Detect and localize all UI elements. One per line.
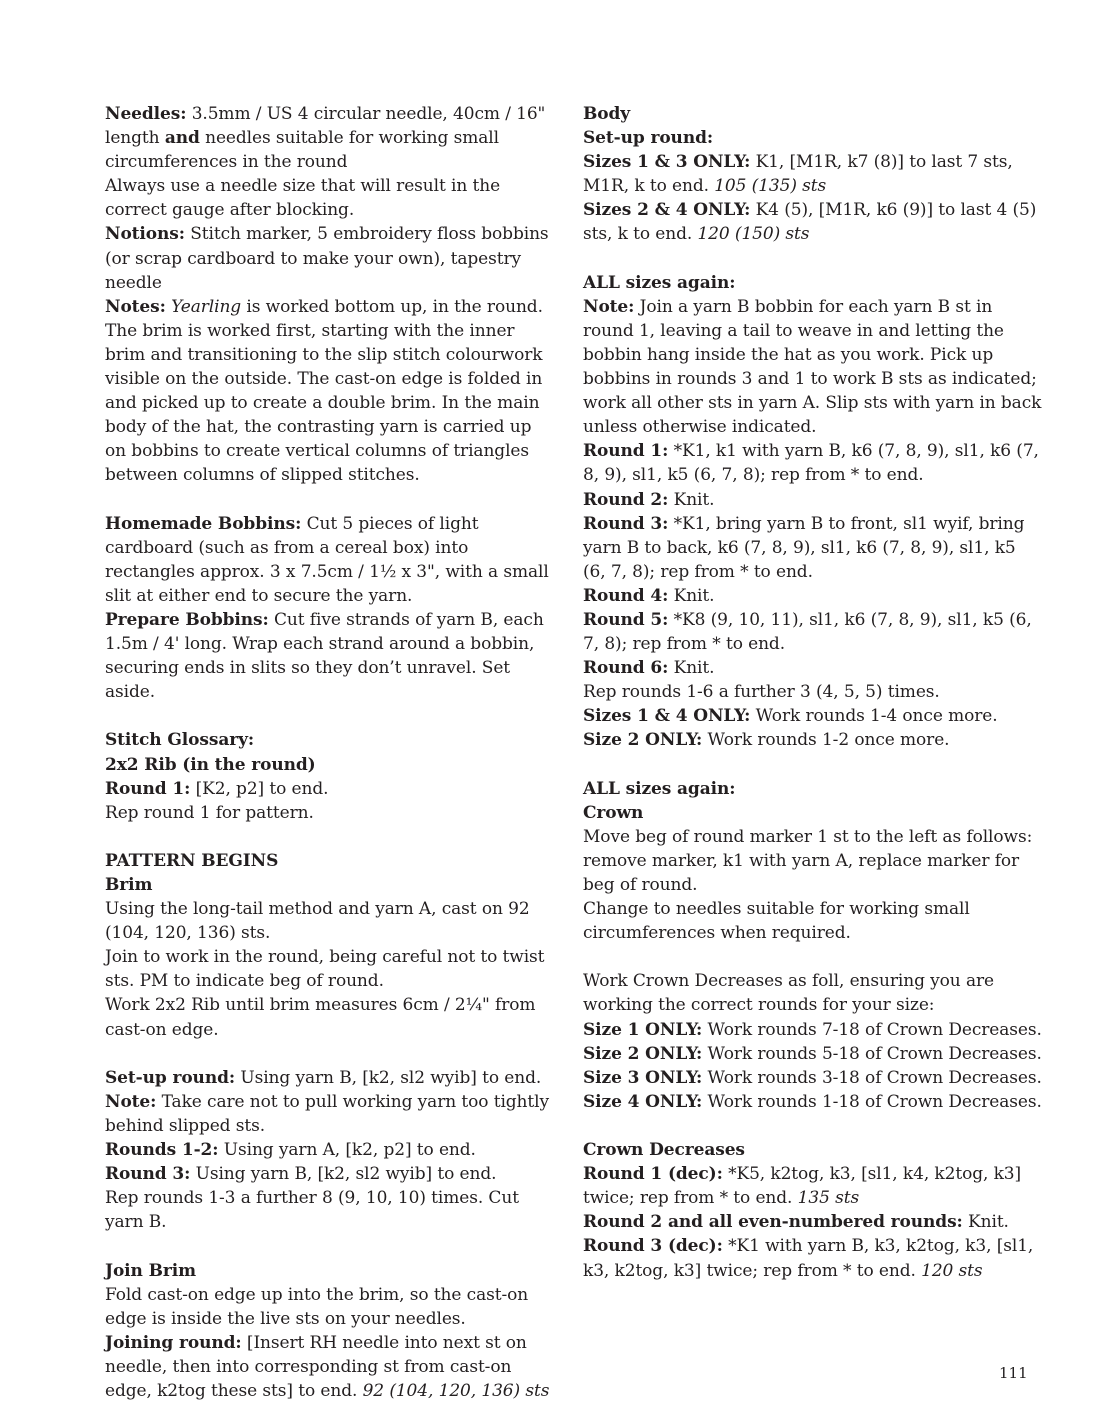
body-text: Work rounds 1-18 of Crown Decreases. bbox=[702, 1091, 1042, 1112]
paragraph-gap bbox=[105, 1234, 557, 1258]
paragraph bbox=[583, 1210, 1043, 1234]
body-text: Work rounds 1-4 once more. bbox=[750, 706, 998, 727]
body-text: Fold cast-on edge up into the brim, so the cast-on edge is inside the live sts on your needles. bbox=[105, 1284, 529, 1329]
body-text: Knit. bbox=[668, 489, 715, 510]
paragraph bbox=[583, 728, 1043, 752]
paragraph bbox=[583, 680, 1043, 704]
paragraph bbox=[583, 439, 1043, 487]
bold-label: Note: bbox=[105, 1091, 157, 1112]
paragraph bbox=[583, 656, 1043, 680]
italic-text: 92 (104, 120, 136) sts bbox=[362, 1380, 550, 1401]
paragraph bbox=[105, 1090, 557, 1138]
body-text: Knit. bbox=[668, 585, 715, 606]
body-text: Rep rounds 1-3 a further 8 (9, 10, 10) times. Cut yarn B. bbox=[105, 1188, 519, 1233]
paragraph-gap bbox=[105, 825, 557, 849]
body-text: Using the long-tail method and yarn A, cast on 92 (104, 120, 136) sts. bbox=[105, 899, 530, 944]
body-text: Knit. bbox=[962, 1212, 1009, 1233]
body-text: K1, [M1R, k7 (8)] to last 7 sts, M1R, k to end. bbox=[583, 152, 1013, 197]
bold-label: Prepare Bobbins: bbox=[105, 609, 269, 630]
left-column bbox=[105, 102, 557, 1403]
paragraph bbox=[105, 1186, 557, 1234]
bold-label: Notes: bbox=[105, 296, 166, 317]
paragraph bbox=[105, 1138, 557, 1162]
paragraph bbox=[105, 801, 557, 825]
bold-label: Round 1 (dec): bbox=[583, 1164, 723, 1185]
paragraph bbox=[583, 295, 1043, 440]
bold-label: Crown bbox=[583, 802, 644, 823]
bold-label: and bbox=[164, 128, 200, 149]
paragraph bbox=[105, 1259, 557, 1283]
body-text: [K2, p2] to end. bbox=[190, 778, 329, 799]
italic-text: 135 sts bbox=[797, 1188, 860, 1209]
body-text: 3.5mm / US 4 circular needle, 40cm / 16" length bbox=[105, 104, 546, 149]
bold-label: Size 3 ONLY: bbox=[583, 1067, 703, 1088]
paragraph bbox=[105, 945, 557, 993]
body-text: Using yarn B, [k2, sl2 wyib] to end. bbox=[235, 1067, 542, 1088]
bold-label: 2x2 Rib (in the round) bbox=[105, 754, 316, 775]
italic-text: 120 sts bbox=[921, 1260, 983, 1281]
paragraph bbox=[583, 1066, 1043, 1090]
paragraph bbox=[105, 753, 557, 777]
bold-label: Round 4: bbox=[583, 585, 669, 606]
paragraph bbox=[583, 897, 1043, 945]
paragraph bbox=[105, 873, 557, 897]
paragraph-gap bbox=[583, 945, 1043, 969]
paragraph bbox=[105, 728, 557, 752]
paragraph-gap bbox=[105, 488, 557, 512]
body-text: Always use a needle size that will result in the correct gauge after blocking. bbox=[105, 176, 501, 221]
bold-label: Needles: bbox=[105, 104, 187, 124]
body-text: *K8 (9, 10, 11), sl1, k6 (7, 8, 9), sl1, k5 (6, 7, 8); rep from * to end. bbox=[583, 609, 1032, 655]
bold-label: Round 2 and all even-numbered rounds: bbox=[583, 1212, 963, 1233]
italic-text: 105 (135) sts bbox=[714, 176, 827, 197]
body-text: needles suitable for working small circumferences in the round bbox=[105, 128, 499, 173]
paragraph bbox=[583, 1162, 1043, 1210]
body-text: K4 (5), [M1R, k6 (9)] to last 4 (5) sts, k to end. bbox=[583, 200, 1037, 245]
bold-label: Round 3 (dec): bbox=[583, 1236, 723, 1257]
bold-label: Sizes 2 & 4 ONLY: bbox=[583, 200, 751, 221]
bold-label: Round 3: bbox=[105, 1164, 191, 1185]
bold-label: Round 6: bbox=[583, 658, 669, 679]
paragraph bbox=[105, 295, 557, 488]
paragraph bbox=[583, 777, 1043, 801]
paragraph bbox=[105, 608, 557, 704]
bold-label: PATTERN BEGINS bbox=[105, 850, 279, 871]
paragraph bbox=[583, 1138, 1043, 1162]
paragraph bbox=[105, 174, 557, 222]
body-text: Work Crown Decreases as foll, ensuring you are working the correct rounds for your size: bbox=[583, 971, 994, 1016]
bold-label: Note: bbox=[583, 296, 635, 317]
paragraph bbox=[583, 1018, 1043, 1042]
body-text: Stitch marker, 5 embroidery floss bobbins (or scrap cardboard to make your own), tapestry needle bbox=[105, 224, 549, 293]
bold-label: Round 3: bbox=[583, 513, 669, 534]
paragraph bbox=[583, 608, 1043, 656]
paragraph bbox=[583, 102, 1043, 126]
bold-label: Brim bbox=[105, 875, 153, 895]
body-text: Work rounds 7-18 of Crown Decreases. bbox=[702, 1019, 1042, 1040]
bold-label: Body bbox=[583, 104, 631, 124]
body-text: Move beg of round marker 1 st to the left as follows: remove marker, k1 with yarn A, replace marker for beg of round. bbox=[583, 826, 1033, 895]
bold-label: Stitch Glossary: bbox=[105, 730, 255, 751]
bold-label: Round 1: bbox=[105, 778, 191, 799]
bold-label: Sizes 1 & 3 ONLY: bbox=[583, 152, 751, 173]
body-text: Rep round 1 for pattern. bbox=[105, 802, 314, 823]
paragraph bbox=[583, 801, 1043, 825]
bold-label: Sizes 1 & 4 ONLY: bbox=[583, 706, 751, 727]
bold-label: Round 2: bbox=[583, 489, 669, 510]
paragraph bbox=[105, 849, 557, 873]
right-column bbox=[583, 102, 1043, 1283]
body-text: Rep rounds 1-6 a further 3 (4, 5, 5) times. bbox=[583, 682, 940, 703]
paragraph bbox=[583, 1042, 1043, 1066]
paragraph bbox=[583, 1234, 1043, 1282]
paragraph bbox=[105, 777, 557, 801]
bold-label: Join Brim bbox=[105, 1260, 196, 1281]
paragraph bbox=[583, 584, 1043, 608]
body-text: is worked bottom up, in the round. The brim is worked first, starting with the inner brim and transitioning to the slip stitch colourwork visible on the outside. The cast-on edge is folded in and picked up to create a double brim. In the main body of the hat, the contrasting yarn is carried up on bobbins to create vertical columns of triangles between columns of slipped stitches. bbox=[105, 296, 543, 486]
body-text: *K5, k2tog, k3, [sl1, k4, k2tog, k3] twice; rep from * to end. bbox=[583, 1164, 1022, 1209]
paragraph bbox=[105, 102, 557, 174]
bold-label: Notions: bbox=[105, 224, 185, 245]
paragraph-gap bbox=[583, 1114, 1043, 1138]
body-text: Work 2x2 Rib until brim measures 6cm / 2¼" from cast-on edge. bbox=[105, 995, 536, 1040]
bold-label: Rounds 1-2: bbox=[105, 1140, 219, 1161]
body-text: Using yarn A, [k2, p2] to end. bbox=[218, 1140, 476, 1161]
bold-label: Set-up round: bbox=[105, 1067, 236, 1088]
paragraph-gap bbox=[105, 1042, 557, 1066]
bold-label: Size 2 ONLY: bbox=[583, 730, 703, 751]
bold-label: Joining round: bbox=[105, 1332, 242, 1353]
body-text: Join a yarn B bobbin for each yarn B st in round 1, leaving a tail to weave in and letting the bobbin hang inside the hat as you work. Pick up bobbins in rounds 3 and 1 to work B sts as indicated; work all other sts in yarn A. Slip sts with yarn in back unless otherwise indicated. bbox=[583, 296, 1042, 438]
bold-label: Homemade Bobbins: bbox=[105, 513, 302, 534]
paragraph bbox=[583, 150, 1043, 198]
bold-label: ALL sizes again: bbox=[583, 778, 736, 799]
paragraph bbox=[583, 488, 1043, 512]
body-text: Take care not to pull working yarn too tightly behind slipped sts. bbox=[105, 1091, 549, 1136]
bold-label: Round 1: bbox=[583, 441, 669, 462]
bold-label: Set-up round: bbox=[583, 128, 714, 149]
paragraph-gap bbox=[105, 704, 557, 728]
paragraph bbox=[583, 825, 1043, 897]
paragraph bbox=[105, 1331, 557, 1403]
body-text: Cut five strands of yarn B, each 1.5m / 4' long. Wrap each strand around a bobbin, securing ends in slits so they don’t unravel. Set aside. bbox=[105, 609, 544, 703]
body-text: *K1, k1 with yarn B, k6 (7, 8, 9), sl1, k6 (7, 8, 9), sl1, k5 (6, 7, 8); rep from * to end. bbox=[583, 441, 1039, 486]
body-text: *K1, bring yarn B to front, sl1 wyif, bring yarn B to back, k6 (7, 8, 9), sl1, k6 (7, 8, 9), sl1, k5 (6, 7, 8); rep from * to end. bbox=[583, 513, 1025, 582]
body-text: Work rounds 3-18 of Crown Decreases. bbox=[702, 1067, 1042, 1088]
paragraph bbox=[105, 897, 557, 945]
paragraph bbox=[583, 512, 1043, 584]
paragraph bbox=[583, 198, 1043, 246]
paragraph bbox=[105, 512, 557, 608]
paragraph bbox=[105, 1162, 557, 1186]
paragraph-gap bbox=[583, 753, 1043, 777]
bold-label: Size 4 ONLY: bbox=[583, 1091, 703, 1112]
bold-label: Size 2 ONLY: bbox=[583, 1043, 703, 1064]
body-text: Using yarn B, [k2, sl2 wyib] to end. bbox=[190, 1164, 497, 1185]
paragraph bbox=[583, 969, 1043, 1017]
italic-text: 120 (150) sts bbox=[697, 224, 810, 245]
paragraph bbox=[583, 704, 1043, 728]
paragraph bbox=[583, 1090, 1043, 1114]
body-text: Cut 5 pieces of light cardboard (such as from a cereal box) into rectangles approx. 3 x 7.5cm / 1½ x 3", with a small slit at either end to secure the yarn. bbox=[105, 513, 549, 606]
paragraph bbox=[583, 271, 1043, 295]
paragraph-gap bbox=[583, 247, 1043, 271]
paragraph bbox=[105, 222, 557, 294]
bold-label: Size 1 ONLY: bbox=[583, 1019, 703, 1040]
paragraph bbox=[105, 993, 557, 1041]
body-text: Work rounds 1-2 once more. bbox=[702, 730, 950, 751]
paragraph bbox=[105, 1066, 557, 1090]
body-text: Knit. bbox=[668, 658, 715, 679]
bold-label: ALL sizes again: bbox=[583, 272, 736, 293]
italic-text: Yearling bbox=[171, 296, 242, 317]
body-text: Work rounds 5-18 of Crown Decreases. bbox=[702, 1043, 1042, 1064]
body-text: *K1 with yarn B, k3, k2tog, k3, [sl1, k3, k2tog, k3] twice; rep from * to end. bbox=[583, 1236, 1034, 1281]
body-text: Join to work in the round, being careful not to twist sts. PM to indicate beg of round. bbox=[105, 947, 545, 992]
page-number: 111 bbox=[999, 1364, 1028, 1382]
paragraph bbox=[583, 126, 1043, 150]
body-text: Change to needles suitable for working small circumferences when required. bbox=[583, 899, 970, 944]
bold-label: Round 5: bbox=[583, 609, 669, 630]
body-text: [Insert RH needle into next st on needle, then into corresponding st from cast-on edge, k2tog these sts] to end. bbox=[105, 1332, 527, 1401]
bold-label: Crown Decreases bbox=[583, 1140, 745, 1161]
paragraph bbox=[105, 1283, 557, 1331]
